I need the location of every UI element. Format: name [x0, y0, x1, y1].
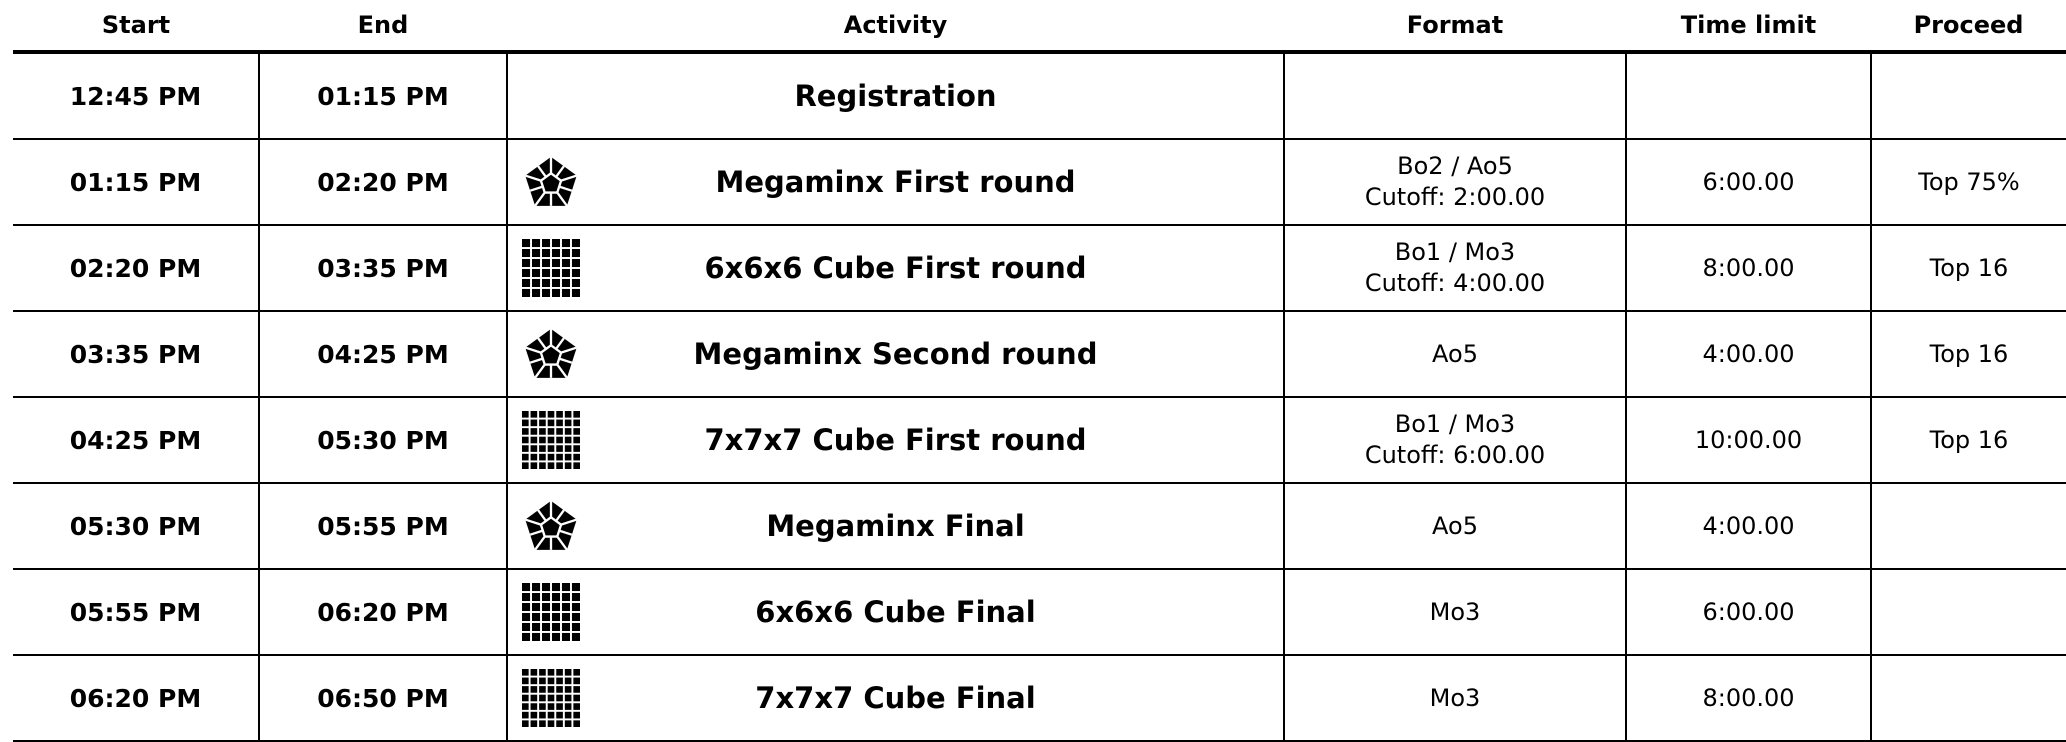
time-limit-cell — [1626, 52, 1871, 139]
activity-cell — [507, 483, 1284, 569]
start-time-cell: 03:35 PM — [13, 311, 259, 397]
activity-cell — [507, 52, 1284, 139]
time-limit-cell: 8:00.00 — [1626, 655, 1871, 741]
activity-cell — [507, 139, 1284, 225]
format-cell — [1284, 311, 1626, 397]
activity-name: Megaminx Second round — [693, 337, 1098, 371]
activity-name: 7x7x7 Cube First round — [704, 423, 1087, 457]
format-cell — [1284, 52, 1626, 139]
format-text: Bo2 / Ao5 — [1397, 152, 1513, 180]
time-limit-cell: 8:00.00 — [1626, 225, 1871, 311]
activity-cell — [507, 225, 1284, 311]
start-time-cell: 04:25 PM — [13, 397, 259, 483]
end-time-cell: 06:20 PM — [259, 569, 507, 655]
format-text: Ao5 — [1432, 339, 1478, 368]
time-limit-cell: 6:00.00 — [1626, 569, 1871, 655]
activity-name: 6x6x6 Cube Final — [755, 595, 1036, 629]
header-row — [13, 0, 2066, 52]
format-cell — [1284, 397, 1626, 483]
7x7x7-cube-icon — [522, 669, 580, 727]
format-text: Bo1 / Mo3 — [1394, 238, 1516, 266]
activity-name: Registration — [794, 79, 997, 113]
time-limit-cell: 4:00.00 — [1626, 311, 1871, 397]
proceed-cell: Top 75% — [1871, 139, 2066, 225]
time-limit-cell: 10:00.00 — [1626, 397, 1871, 483]
table-row — [13, 311, 2066, 397]
format-text: Ao5 — [1432, 511, 1478, 540]
header-end: End — [259, 0, 507, 52]
megaminx-icon — [522, 497, 580, 555]
table-row — [13, 483, 2066, 569]
activity-name: 6x6x6 Cube First round — [704, 251, 1087, 285]
end-time-cell: 01:15 PM — [259, 52, 507, 139]
6x6x6-cube-icon — [522, 239, 580, 297]
format-cell — [1284, 569, 1626, 655]
cutoff-text: Cutoff: 2:00.00 — [1364, 183, 1546, 211]
7x7x7-cube-icon — [522, 411, 580, 469]
proceed-cell — [1871, 569, 2066, 655]
cutoff-text: Cutoff: 4:00.00 — [1364, 269, 1546, 297]
6x6x6-cube-icon — [522, 583, 580, 641]
end-time-cell: 04:25 PM — [259, 311, 507, 397]
schedule-table — [13, 0, 2066, 742]
start-time-cell: 05:55 PM — [13, 569, 259, 655]
megaminx-icon — [522, 153, 580, 211]
time-limit-cell: 6:00.00 — [1626, 139, 1871, 225]
header-proceed: Proceed — [1871, 0, 2066, 52]
table-row — [13, 225, 2066, 311]
activity-name: Megaminx Final — [766, 509, 1025, 543]
proceed-cell — [1871, 655, 2066, 741]
end-time-cell: 05:30 PM — [259, 397, 507, 483]
start-time-cell: 05:30 PM — [13, 483, 259, 569]
table-row — [13, 52, 2066, 139]
proceed-cell — [1871, 483, 2066, 569]
end-time-cell: 02:20 PM — [259, 139, 507, 225]
cutoff-text: Cutoff: 6:00.00 — [1364, 441, 1546, 469]
format-text: Bo1 / Mo3 — [1394, 410, 1516, 438]
activity-name: 7x7x7 Cube Final — [755, 681, 1036, 715]
start-time-cell: 01:15 PM — [13, 139, 259, 225]
header-activity: Activity — [507, 0, 1284, 52]
proceed-cell: Top 16 — [1871, 397, 2066, 483]
table-row — [13, 655, 2066, 741]
activity-cell — [507, 397, 1284, 483]
end-time-cell: 06:50 PM — [259, 655, 507, 741]
activity-name: Megaminx First round — [715, 165, 1076, 199]
time-limit-cell: 4:00.00 — [1626, 483, 1871, 569]
end-time-cell: 05:55 PM — [259, 483, 507, 569]
table-row — [13, 569, 2066, 655]
format-cell — [1284, 225, 1626, 311]
header-time-limit: Time limit — [1626, 0, 1871, 52]
start-time-cell: 12:45 PM — [13, 52, 259, 139]
format-text: Mo3 — [1429, 597, 1481, 626]
proceed-cell: Top 16 — [1871, 311, 2066, 397]
table-row — [13, 139, 2066, 225]
start-time-cell: 02:20 PM — [13, 225, 259, 311]
table-row — [13, 397, 2066, 483]
megaminx-icon — [522, 325, 580, 383]
proceed-cell: Top 16 — [1871, 225, 2066, 311]
end-time-cell: 03:35 PM — [259, 225, 507, 311]
activity-cell — [507, 655, 1284, 741]
activity-cell — [507, 311, 1284, 397]
format-cell — [1284, 139, 1626, 225]
format-cell — [1284, 483, 1626, 569]
format-text: Mo3 — [1429, 683, 1481, 712]
proceed-cell — [1871, 52, 2066, 139]
format-cell — [1284, 655, 1626, 741]
activity-cell — [507, 569, 1284, 655]
header-format: Format — [1284, 0, 1626, 52]
start-time-cell: 06:20 PM — [13, 655, 259, 741]
header-start: Start — [13, 0, 259, 52]
